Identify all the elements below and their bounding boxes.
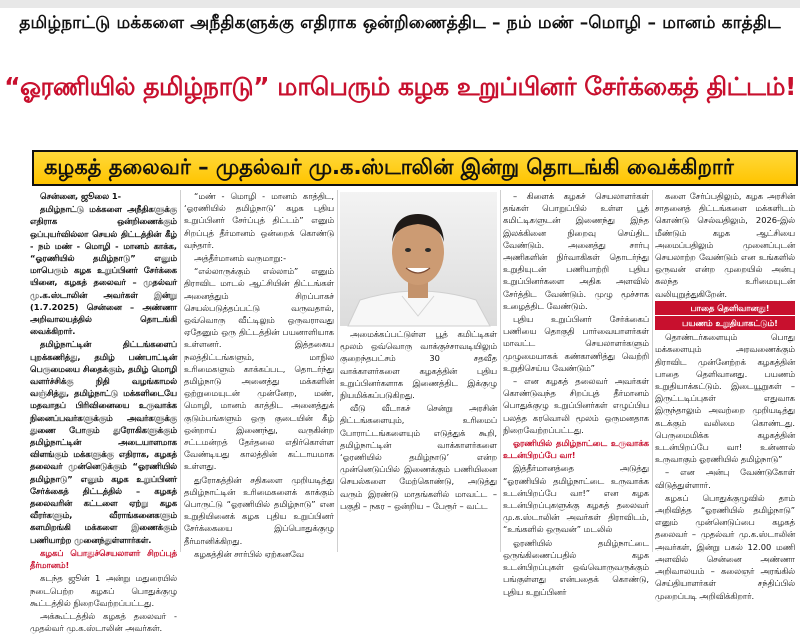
- lead-paragraph: தமிழ்நாட்டு மக்களை அநீதிகளுக்கு எதிராக ஒன்றிணைக்கும் ஒப்புயர்வில்லா செயல் திட்டத்தின் கீழ் - நம் மண் - மொழி - மானம் காக்க, “ஓரணியில் தமிழ்நாடு” எனும் மாபெரும் கழக உறுப்பினர் சேர்க்கை யினை, கழகத் தலைவர் – முதல்வர் மு.க.ஸ்டாலின் அவர்கள் இன்று (1.7.2025) சென்னை – அண்ணா அறிவாலயத்தில் தொடங்கி வைக்கிறார்.: [30, 204, 177, 337]
- paragraph: – என கழகத் தலைவர் அவர்கள் கொண்டுவந்த சிறப்புத் தீர்மானம் பொதுக்குழு உறுப்பினர்கள் எழுப்பிய பலத்த கரவொலி மூலம் ஒருமனதாக நிறைவேற்றப்பட்டது.: [503, 376, 649, 435]
- highlight-box: பாதை தெளிவானது!: [655, 301, 795, 315]
- paragraph: களை சேர்ப்பதிலும், கழக அரசின் சாதனைத் திட்டங்களை மக்களிடம் கொண்டு செல்வதிலும், 2026-இல் மீண்டும் கழக ஆட்சியை அமைப்பதிலும் முனைப்புடன் செயலாற்ற வேண்டும் என உங்களில் ஒருவன் என்ற முறையில் அன்பு கலந்த உரிமையுடன் வலியுறுத்துகிறேன்.: [655, 191, 795, 299]
- article-column-5: [655, 190, 795, 601]
- paragraph: – என அன்பு வேண்டுகோள் விடுத்துள்ளார்.: [655, 467, 795, 490]
- masthead-subtitle: தமிழ்நாட்டு மக்களை அநீதிகளுக்கு எதிராக ஒன்றிணைத்திட – நம் மண் –மொழி – மானம் காத்திட: [19, 13, 781, 33]
- paragraph: தமிழ்நாட்டின் திட்டங்களைப் புறக்கணித்து, தமிழ் பண்பாட்டின் பெருமையை சிதைக்கும், தமிழ் மொழி வளர்ச்சிக்கு நிதி வழங்காமல் வஞ்சித்து, தமிழ்நாட்டு மக்களிடையே மதவாதப் பிரிவினையை உருவாக்க நினைப்பவர்களுக்கும் அவர்களுக்கு துணை போகும் துரோகிகளுக்கும் தமிழ்நாட்டின் அடையாளமாக விளங்கும் மக்களுக்கு எதிராக, கழகத் தலைவர் முன்னெடுக்கும் “ஓரணியில் தமிழ்நாடு” எனும் கழக உறுப்பினர் சேர்க்கைத் திட்டத்தில் – கழகத் தலைவரின் கட்டளை ஏற்று கழக வீரர்களும், வீராங்கனைகளும் களமிறங்கி மக்களை இணைக்கும் பணியாற்ற முனைந்துள்ளார்கள்.: [30, 339, 177, 545]
- paragraph: வீடு வீடாகச் சென்று அரசின் திட்டங்களையும், உரிமைப் போராட்டங்களையும் எடுத்துக் கூறி, தமிழ்நாட்டின் வாக்காளர்களை ‘ஓரணியில் தமிழ்நாடு’ என்ற முன்னெடுப்பில் இணைக்கும் பணியினை செயல்களை மேற்கொண்டு, அடுத்து வரும் இரண்டு மாதங்களில் மாவட்ட – பகுதி – நகர – ஒன்றிய – பேரூர் – வட்ட: [340, 403, 497, 511]
- highlight-box: பயணம் உறுதியாகட்டும்!: [655, 316, 795, 330]
- paragraph: கழகப் பொதுக்குழுவில் தாம் அறிவித்த “ஓரணியில் தமிழ்நாடு” எனும் முன்னெடுப்பை கழகத் தலைவர் – முதல்வர் மு.க.ஸ்டாலின் அவர்கள், இன்று பகல் 12.00 மணி அளவில் சென்னை அண்ணா அறிவாலயம் – கலைஞர் அரங்கில் செய்தியாளர்கள் சந்திப்பில் முறைப்படி அறிவிக்கிறார்.: [655, 492, 795, 601]
- paragraph: “எல்லாருக்கும் எல்லாம்” எனும் திராவிட மாடல் ஆட்சியின் திட்டங்கள் அனைத்தும் சிறப்பாகச் செயல்படுத்தப்பட்டு வருவதால், ஒவ்வொரு வீட்டிலும் ஒருவராவது ஏதேனும் ஒரு திட்டத்தின் பயனாளியாக உள்ளனர். இத்தகைய நலத்திட்டங்களும், மாநில உரிமைகளும் காக்கப்பட, தொடர்ந்து தமிழ்நாடு அனைத்து மக்களின் ஒற்றுமையுடன் முன்னேற, மண், மொழி, மானம் காத்திட அனைத்துக் குடும்பங்களும் ஒரு குடையின் கீழ் ஒன்றாய் இணைந்து, வருகின்ற சட்டமன்றத் தேர்தலை எதிர்கொள்ள வேண்டியது காலத்தின் கட்டாயமாக உள்ளது.: [184, 266, 334, 472]
- section-heading: ஓரணியில் தமிழ்நாட்டை உருவாக்க உடன்பிறப்பே வா!: [503, 438, 649, 461]
- paragraph: – கிளைக் கழகச் செயலாளர்கள் தங்கள் பொறுப்பில் உள்ள பூத் கமிட்டிகளுடன் இணைந்து இந்த இலக்கினை நிறைவு செய்திட வேண்டும். அனைத்து சார்பு அணிகளின் நிர்வாகிகள் தொடர்ந்து உறுதியுடன் பணியாற்றி புதிய உறுப்பினர்களை அதிக அளவில் சேர்த்திட வேண்டும். முழு மூச்சாக உழைத்திட வேண்டும்.: [503, 191, 649, 311]
- paragraph: “மண் - மொழி - மானம் காத்திட, ‘ஓரணியில் தமிழ்நாடு’ கழக புதிய உறுப்பினர் சேர்ப்புத் திட்டம்” எனும் சிறப்புத் தீர்மானம் ஒன்றைக் கொண்டு வந்தார்.: [184, 191, 334, 250]
- section-heading: கழகப் பொதுச்செயலாளர் சிறப்புத் தீர்மானம்!: [30, 547, 177, 571]
- article-column-3: [340, 328, 497, 552]
- paragraph: கழகத்தின் சார்பில் ஏற்கனவே: [194, 548, 304, 559]
- main-headline: “ஓரணியில் தமிழ்நாடு” மாபெரும் கழக உறுப்பினர் சேர்க்கைத் திட்டம்!: [4, 71, 796, 101]
- column-divider: [337, 190, 338, 552]
- column-divider: [180, 190, 181, 552]
- paragraph: அத்தீர்மானம் வருமாறு:-: [194, 253, 287, 264]
- sub-headline-banner: கழகத் தலைவர் – முதல்வர் மு.க.ஸ்டாலின் இன்று தொடங்கி வைக்கிறார்: [32, 150, 798, 186]
- paragraph: ஓரணியில் தமிழ்நாட்டை ஒருங்கிணைப்பதில் கழக உடன்பிறப்புகள் ஒவ்வொருவருக்கும் பங்குள்ளது என்பதைக் கொண்டு, புதிய உறுப்பினர்: [503, 537, 649, 597]
- dateline: சென்னை, ஜூலை 1-: [40, 191, 122, 201]
- person-portrait-illustration: [340, 192, 497, 326]
- column-divider: [652, 190, 653, 552]
- paragraph: அமைக்கப்பட்டுள்ள பூத் கமிட்டிகள் மூலம் ஒவ்வொரு வாக்குச்சாவடியிலும் குறைந்தபட்சம் 30 சதவீத வாக்காளர்களை கழகத்தின் புதிய உறுப்பினர்களாக இணைத்திட இக்குழு நியமிக்கப்படுகிறது.: [340, 329, 497, 401]
- paragraph: இத்தீர்மானத்தை அடுத்து “ஓரணியில் தமிழ்நாட்டை உருவாக்க உடன்பிறப்பே வா!” என கழக உடன்பிறப்புகளுக்கு கழகத் தலைவர் மு.க.ஸ்டாலின் அவர்கள் திராவிடம், “உங்களில் ஒருவன்” மடலில்: [503, 463, 649, 535]
- column-divider: [500, 190, 501, 552]
- paragraph: துரோகத்தின் சதிகளை முறியடித்து தமிழ்நாட்டின் உரிமைகளைக் காக்கும் பொருட்டு “ஓரணியில் தமிழ்நாடு” என உறுதியினைக் கழக புதிய உறுப்பினர் சேர்க்கையை இப்பொதுக்குழு தீர்மானிக்கிறது.: [184, 474, 334, 546]
- portrait-photo: [340, 192, 497, 326]
- paragraph: கடந்த ஜூன் 1 அன்று மதுரையில் நடைபெற்ற கழகப் பொதுக்குழு கூட்டத்தில் நிறைவேற்றப்பட்டது.: [30, 573, 177, 608]
- article-column-4: [503, 190, 649, 597]
- article-column-1: [30, 190, 177, 634]
- paragraph: அக்கூட்டத்தில் கழகத் தலைவர் - முதல்வர் மு.க.ஸ்டாலின் அவர்கள்.: [30, 610, 177, 634]
- article-column-2: [184, 190, 334, 559]
- paragraph: புதிய உறுப்பினர் சேர்க்கைப் பணியை தொகுதி பார்வையாளர்கள் மாவட்ட செயலாளர்களும் முழுமையாகக் கண்காணித்து வெற்றி உறுதிசெய்ய வேண்டும்”: [503, 314, 649, 373]
- paragraph: தொண்டர்களையும் பொது மக்களையும் அரவணைக்கும் திராவிட முன்னேற்றக் கழகத்தின் பாதை தெளிவானது. பயணம் உறுதியாக்கட்டும். இடையூறுகள் – இருட்டடிப்புகள் எதுவாக இருந்தாலும் அவற்றை முறியடித்து கடக்கும் வலிமை கொண்டது. பெருமைமிக்க கழகத்தின் உடன்பிறப்பே வா! உன்னால் உருவாகும் ஓரணியில் தமிழ்நாடு”: [655, 332, 795, 465]
- top-strip: [0, 0, 800, 8]
